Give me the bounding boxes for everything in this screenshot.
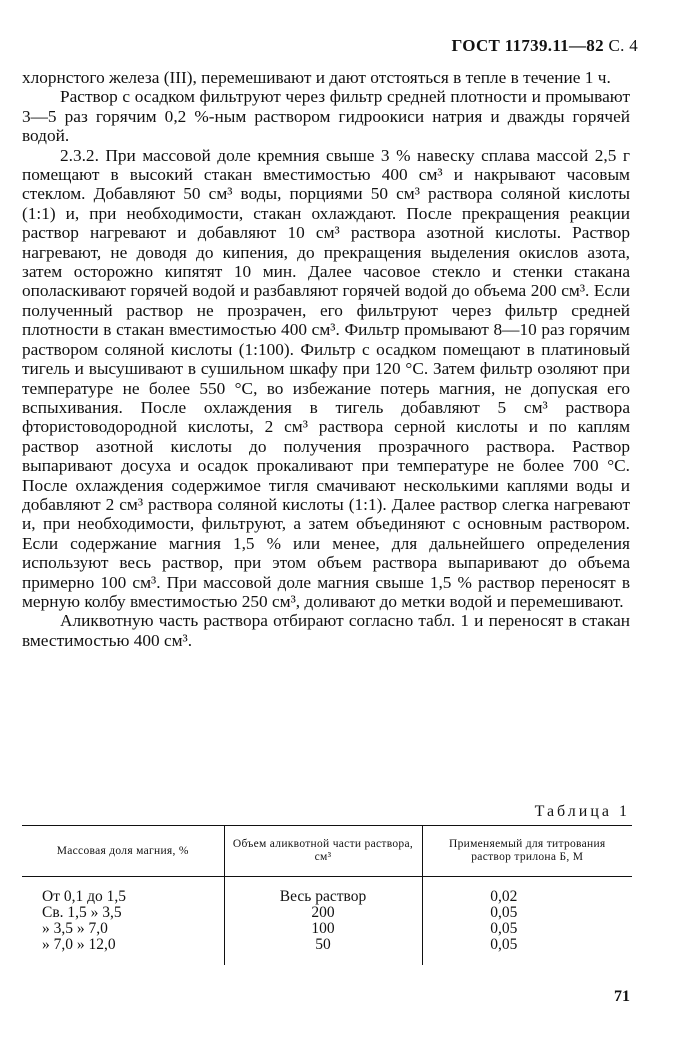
magnesium-table xyxy=(22,825,632,965)
running-header xyxy=(452,36,638,56)
cell-value: 200 xyxy=(311,904,335,921)
cell-value: От 0,1 до 1,5 xyxy=(42,888,126,905)
cell-value: » 7,0 » 12,0 xyxy=(42,936,116,953)
cell-value: Весь раствор xyxy=(279,888,367,905)
cell-value: 0,05 xyxy=(490,904,518,921)
table-header-row xyxy=(22,826,632,877)
trilon-concentration-cell xyxy=(422,877,632,966)
aliquot-volume-cell xyxy=(224,877,422,966)
paragraph: хлорнстого железа (III), перемешивают и дают отстояться в тепле в течение 1 ч. xyxy=(22,68,611,87)
cell-value: » 3,5 » 7,0 xyxy=(42,920,108,937)
cell-value: 0,05 xyxy=(490,936,518,953)
cell-value: 0,02 xyxy=(490,888,518,905)
cell-value: 100 xyxy=(311,920,335,937)
page-number: 71 xyxy=(614,988,630,1005)
table-row xyxy=(22,877,632,966)
body-text xyxy=(22,68,630,650)
header-trilon-concentration: Применяемый для титрования раствор трилона Б, М xyxy=(422,826,632,877)
paragraph: Аликвотную часть раствора отбирают согласно табл. 1 и переносят в стакан вместимостью 400 см³. xyxy=(22,611,630,650)
header-mass-fraction: Массовая доля магния, % xyxy=(22,826,224,877)
cell-value: 0,05 xyxy=(490,920,518,937)
standard-number: ГОСТ 11739.11—82 xyxy=(451,36,604,55)
table-caption: Таблица 1 xyxy=(534,803,630,820)
cell-value: Св. 1,5 » 3,5 xyxy=(42,904,122,921)
paragraph: Раствор с осадком фильтруют через фильтр средней плотности и промывают 3—5 раз горячим 0,2 %-ным раствором гидроокиси натрия и дважды горячей водой. xyxy=(22,87,630,146)
header-page: С. 4 xyxy=(608,36,638,55)
cell-value: 50 xyxy=(315,936,331,953)
paragraph: 2.3.2. При массовой доле кремния свыше 3 % навеску сплава массой 2,5 г помещают в высокий стакан вместимостью 400 см³ и накрывают часовым стеклом. Добавляют 50 см³ воды, порциями 50 см³ раствора соляной кислоты (1:1) и, при необходимости, стакан охлаждают. После прекращения реакции раствор нагревают и добавляют 10 см³ раствора азотной кислоты. Раствор нагревают, не доводя до кипения, до прекращения выделения окислов азота, затем осторожно кипятят 10 мин. Далее часовое стекло и стенки стакана ополаскивают горячей водой и разбавляют горячей водой до объема 200 см³. Если полученный раствор не прозрачен, его фильтруют через фильтр средней плотности в стакан вместимостью 400 см³. Фильтр промывают 8—10 раз горячим раствором соляной кислоты (1:100). Фильтр с осадком помещают в платиновый тигель и высушивают в сушильном шкафу при 120 °С. Затем фильтр озоляют при температуре не более 550 °С, во избежание потерь магния, не допуская его вспыхивания. После охлаждения в тигель добавляют 5 см³ раствора фтористоводородной кислоты, 2 см³ раствора серной кислоты и по каплям раствор азотной кислоты до получения прозрачного раствора. Раствор выпаривают досуха и осадок прокаливают при температуре не более 700 °С. После охлаждения содержимое тигля смачивают несколькими каплями воды и добавляют 2 см³ раствора соляной кислоты (1:1). Далее раствор слегка нагревают и, при необходимости, фильтруют, а затем объединяют с основным раствором. Если содержание магния 1,5 % или менее, для дальнейшего определения используют весь раствор, при этом объем раствора выпаривают до объема примерно 100 см³. При массовой доле магния свыше 1,5 % раствор переносят в мерную колбу вместимостью 250 см³, доливают до метки водой и перемешивают. xyxy=(22,145,630,611)
mass-fraction-cell xyxy=(22,877,224,966)
header-aliquot-volume: Объем аликвотной части раствора, см³ xyxy=(224,826,422,877)
